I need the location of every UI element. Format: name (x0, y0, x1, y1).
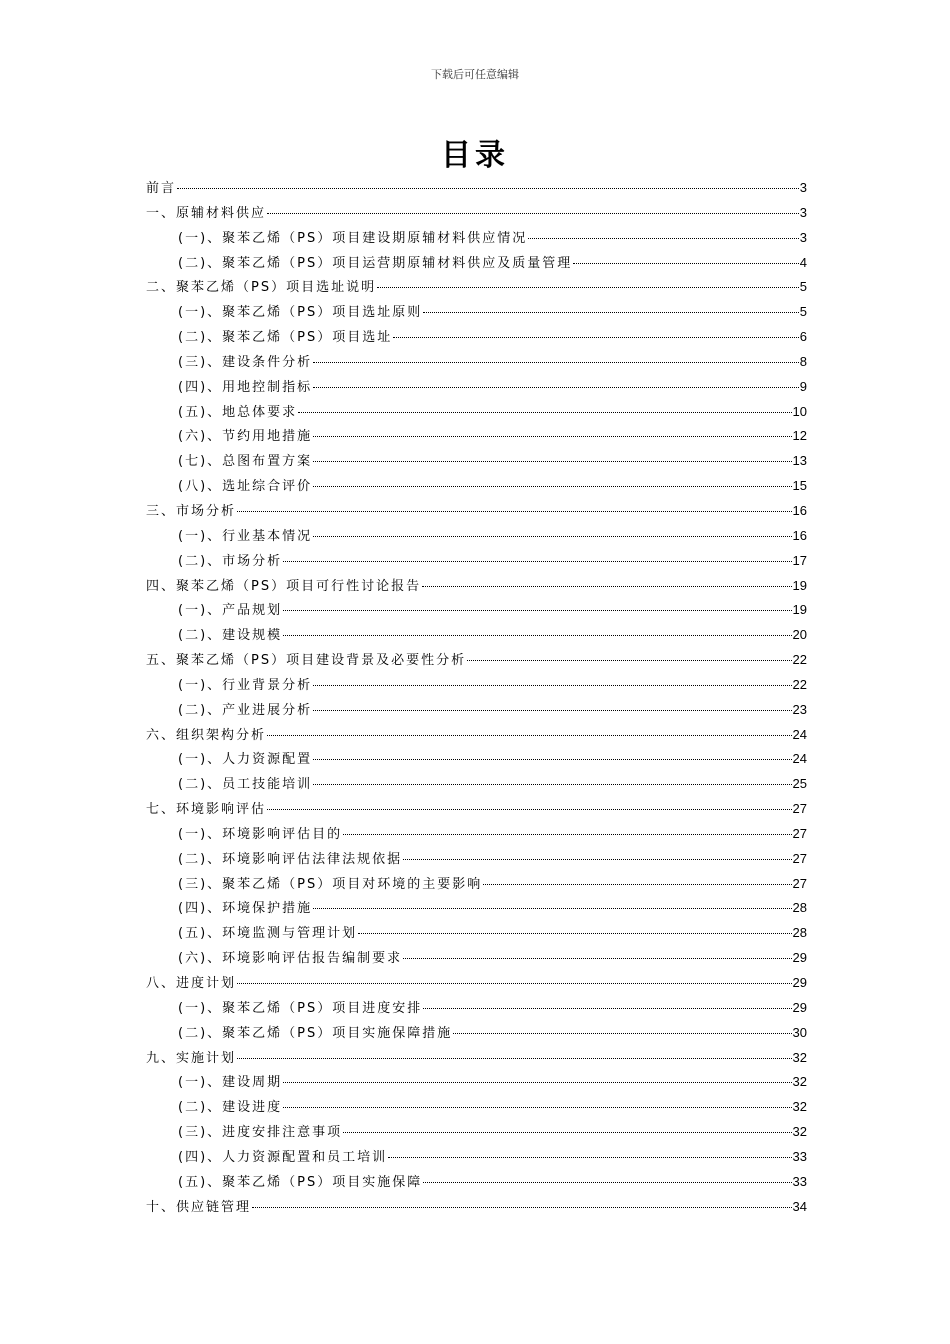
toc-entry-label: (二)、环境影响评估法律法规依据 (178, 851, 403, 867)
toc-entry[interactable] (146, 797, 807, 822)
toc-entry-page: 12 (792, 428, 807, 444)
toc-leader-dots (267, 212, 799, 214)
toc-entry[interactable] (146, 822, 807, 847)
toc-entry-label: 前言 (146, 181, 177, 196)
toc-leader-dots (423, 311, 799, 313)
toc-entry[interactable] (146, 1170, 807, 1195)
page-title: 目录 (441, 138, 509, 173)
toc-entry-label: (一)、环境影响评估目的 (178, 826, 343, 842)
toc-entry-page: 9 (799, 378, 807, 394)
toc-entry-page: 24 (792, 751, 807, 767)
toc-entry[interactable] (146, 176, 807, 201)
toc-entry-label: (五)、聚苯乙烯（PS）项目实施保障 (178, 1174, 423, 1190)
toc-entry-label: (七)、总图布置方案 (178, 454, 313, 470)
toc-entry-label: (一)、聚苯乙烯（PS）项目选址原则 (178, 305, 423, 321)
toc-entry[interactable] (146, 275, 807, 300)
toc-entry[interactable] (146, 946, 807, 971)
toc-entry-label: (一)、聚苯乙烯（PS）项目进度安排 (178, 1000, 423, 1016)
toc-entry-page: 10 (792, 403, 807, 419)
toc-leader-dots (313, 907, 791, 909)
toc-entry[interactable] (146, 1021, 807, 1046)
toc-entry[interactable] (146, 300, 807, 325)
toc-entry-page: 28 (792, 900, 807, 916)
toc-leader-dots (467, 659, 791, 661)
toc-entry-label: 九、实施计划 (146, 1050, 237, 1066)
toc-entry-page: 25 (792, 776, 807, 792)
toc-leader-dots (313, 758, 791, 760)
toc-entry-page: 19 (792, 602, 807, 618)
toc-entry[interactable] (146, 499, 807, 524)
toc-entry[interactable] (146, 921, 807, 946)
toc-entry-page: 22 (792, 652, 807, 668)
toc-entry-label: (二)、聚苯乙烯（PS）项目运营期原辅材料供应及质量管理 (178, 255, 573, 271)
toc-entry-page: 3 (799, 204, 807, 220)
toc-entry[interactable] (146, 872, 807, 897)
toc-entry-label: (一)、人力资源配置 (178, 752, 313, 768)
toc-entry-page: 32 (792, 1099, 807, 1115)
toc-entry-label: (一)、建设周期 (178, 1075, 283, 1091)
toc-entry-label: (五)、环境监测与管理计划 (178, 926, 358, 942)
toc-leader-dots (313, 460, 791, 462)
toc-leader-dots (313, 361, 799, 363)
toc-entry[interactable] (146, 1095, 807, 1120)
toc-entry[interactable] (146, 1195, 807, 1220)
toc-entry-page: 8 (799, 353, 807, 369)
toc-entry-page: 13 (792, 453, 807, 469)
toc-entry-label: (二)、员工技能培训 (178, 777, 313, 793)
toc-entry[interactable] (146, 474, 807, 499)
toc-leader-dots (483, 883, 791, 885)
toc-entry-label: (一)、行业背景分析 (178, 677, 313, 693)
toc-entry-page: 27 (792, 850, 807, 866)
toc-entry[interactable] (146, 648, 807, 673)
toc-entry-label: (二)、产业进展分析 (178, 702, 313, 718)
toc-entry[interactable] (146, 772, 807, 797)
toc-entry[interactable] (146, 325, 807, 350)
toc-leader-dots (313, 535, 791, 537)
toc-entry-label: (八)、选址综合评价 (178, 479, 313, 495)
toc-entry-page: 19 (792, 577, 807, 593)
toc-leader-dots (422, 585, 791, 587)
toc-entry[interactable] (146, 723, 807, 748)
toc-entry-page: 5 (799, 304, 807, 320)
toc-leader-dots (237, 982, 792, 984)
toc-entry-label: (二)、聚苯乙烯（PS）项目选址 (178, 330, 393, 346)
toc-entry-page: 27 (792, 875, 807, 891)
toc-leader-dots (283, 1106, 791, 1108)
toc-entry[interactable] (146, 226, 807, 251)
toc-leader-dots (573, 262, 799, 264)
toc-entry[interactable] (146, 996, 807, 1021)
toc-entry-label: 三、市场分析 (146, 503, 237, 519)
toc-leader-dots (237, 1057, 792, 1059)
toc-entry-label: (三)、建设条件分析 (178, 354, 313, 370)
toc-entry-page: 23 (792, 701, 807, 717)
toc-leader-dots (423, 1181, 791, 1183)
toc-entry-page: 32 (792, 1074, 807, 1090)
toc-entry-label: (三)、聚苯乙烯（PS）项目对环境的主要影响 (178, 876, 483, 892)
toc-leader-dots (313, 783, 791, 785)
toc-entry-page: 22 (792, 676, 807, 692)
toc-leader-dots (343, 833, 791, 835)
toc-leader-dots (252, 1206, 792, 1208)
toc-entry-page: 29 (792, 950, 807, 966)
toc-entry-label: 六、组织架构分析 (146, 727, 267, 743)
toc-entry[interactable] (146, 549, 807, 574)
toc-entry[interactable] (146, 201, 807, 226)
toc-entry-page: 3 (799, 180, 807, 195)
toc-leader-dots (528, 237, 799, 239)
toc-entry-page: 29 (792, 975, 807, 990)
toc-entry-page: 5 (799, 279, 807, 295)
toc-entry-label: (四)、环境保护措施 (178, 901, 313, 917)
toc-entry[interactable] (146, 847, 807, 872)
toc-entry-page: 33 (792, 1148, 807, 1164)
toc-entry-page: 28 (792, 925, 807, 941)
toc-entry-label: (一)、聚苯乙烯（PS）项目建设期原辅材料供应情况 (178, 230, 528, 246)
toc-entry-label: 五、聚苯乙烯（PS）项目建设背景及必要性分析 (146, 653, 467, 669)
toc-entry[interactable] (146, 971, 807, 996)
toc-leader-dots (177, 187, 799, 189)
toc-leader-dots (313, 709, 791, 711)
toc-leader-dots (283, 560, 791, 562)
toc-leader-dots (283, 1081, 791, 1083)
toc-entry-label: (二)、市场分析 (178, 553, 283, 569)
toc-leader-dots (453, 1032, 791, 1034)
toc-entry-label: (二)、建设进度 (178, 1100, 283, 1116)
header-note: 下载后可任意编辑 (431, 68, 519, 81)
toc-entry[interactable] (146, 1070, 807, 1095)
toc-leader-dots (313, 485, 791, 487)
toc-entry[interactable] (146, 623, 807, 648)
toc-entry[interactable] (146, 1145, 807, 1170)
toc-entry[interactable] (146, 449, 807, 474)
toc-leader-dots (237, 510, 792, 512)
toc-entry[interactable] (146, 698, 807, 723)
toc-leader-dots (313, 386, 799, 388)
toc-entry-label: 七、环境影响评估 (146, 802, 267, 818)
toc-entry-label: 四、聚苯乙烯（PS）项目可行性讨论报告 (146, 578, 422, 594)
toc-leader-dots (358, 932, 791, 934)
toc-entry-page: 34 (792, 1198, 807, 1214)
toc-entry-page: 15 (792, 478, 807, 494)
toc-entry[interactable] (146, 1046, 807, 1071)
toc-entry[interactable] (146, 375, 807, 400)
toc-entry[interactable] (146, 747, 807, 772)
toc-entry-label: (三)、进度安排注意事项 (178, 1125, 343, 1141)
toc-entry-label: (一)、行业基本情况 (178, 528, 313, 544)
toc-leader-dots (423, 1007, 791, 1009)
toc-leader-dots (403, 858, 791, 860)
toc-entry-label: (五)、地总体要求 (178, 404, 298, 420)
toc-entry-label: 二、聚苯乙烯（PS）项目选址说明 (146, 280, 377, 296)
toc-entry-page: 29 (792, 999, 807, 1015)
toc-entry-label: (一)、产品规划 (178, 603, 283, 619)
toc-leader-dots (313, 435, 791, 437)
toc-entry[interactable] (146, 574, 807, 599)
toc-entry[interactable] (146, 350, 807, 375)
toc-entry-label: (四)、用地控制指标 (178, 379, 313, 395)
toc-entry[interactable] (146, 424, 807, 449)
toc-leader-dots (267, 808, 792, 810)
toc-entry-page: 33 (792, 1173, 807, 1189)
toc-leader-dots (267, 734, 792, 736)
toc-entry[interactable] (146, 400, 807, 425)
toc-entry-label: 一、原辅材料供应 (146, 205, 267, 221)
toc-entry-page: 32 (792, 1049, 807, 1065)
toc-leader-dots (343, 1131, 791, 1133)
toc-leader-dots (403, 957, 791, 959)
toc-entry-page: 3 (799, 229, 807, 245)
toc-entry-page: 20 (792, 627, 807, 643)
toc-entry-label: (二)、建设规模 (178, 628, 283, 644)
toc-entry-page: 16 (792, 527, 807, 543)
toc-leader-dots (377, 286, 799, 288)
toc-leader-dots (388, 1156, 791, 1158)
toc-entry[interactable] (146, 673, 807, 698)
toc-entry-label: (六)、节约用地措施 (178, 429, 313, 445)
toc-entry-page: 24 (792, 726, 807, 742)
toc-entry-page: 30 (792, 1024, 807, 1040)
toc-entry-page: 16 (792, 502, 807, 518)
toc-entry[interactable] (146, 1120, 807, 1145)
toc-leader-dots (393, 336, 799, 338)
toc-entry[interactable] (146, 524, 807, 549)
toc-entry[interactable] (146, 896, 807, 921)
toc-entry-page: 27 (792, 825, 807, 841)
toc-entry-page: 27 (792, 801, 807, 817)
toc-entry-page: 4 (799, 254, 807, 270)
toc-leader-dots (283, 609, 791, 611)
toc-entry-page: 17 (792, 552, 807, 568)
toc-leader-dots (298, 411, 791, 413)
toc-entry-page: 32 (792, 1124, 807, 1140)
toc-leader-dots (313, 684, 791, 686)
toc-entry-label: (四)、人力资源配置和员工培训 (178, 1149, 388, 1165)
table-of-contents (146, 176, 807, 1219)
toc-entry-label: (二)、聚苯乙烯（PS）项目实施保障措施 (178, 1025, 453, 1041)
toc-entry[interactable] (146, 598, 807, 623)
toc-entry-label: 十、供应链管理 (146, 1199, 252, 1215)
toc-entry-page: 6 (799, 329, 807, 345)
toc-leader-dots (283, 634, 791, 636)
toc-entry-label: (六)、环境影响评估报告编制要求 (178, 951, 403, 967)
toc-entry[interactable] (146, 251, 807, 276)
toc-entry-label: 八、进度计划 (146, 976, 237, 991)
